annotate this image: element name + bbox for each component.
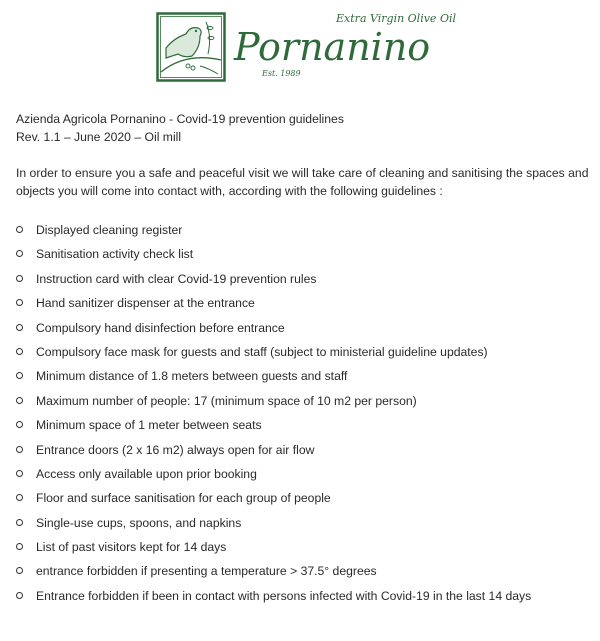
list-item	[16, 246, 591, 270]
list-item-text: Minimum distance of 1.8 meters between guests and staff	[36, 369, 348, 384]
list-item-text: Displayed cleaning register	[36, 223, 183, 237]
circle-bullet-icon	[16, 226, 23, 233]
bird-on-olive-branch-icon	[156, 12, 226, 82]
document-title: Azienda Agricola Pornanino - Covid-19 prevention guidelines	[16, 112, 344, 126]
list-item	[16, 490, 591, 514]
list-item-text: Maximum number of people: 17 (minimum space of 10 m2 per person)	[36, 393, 417, 408]
list-item	[16, 515, 591, 539]
document-header	[16, 110, 591, 200]
list-item	[16, 417, 591, 441]
list-item	[16, 271, 591, 295]
list-item	[16, 344, 591, 368]
list-item-text: Access only available upon prior booking	[36, 466, 257, 481]
list-item	[16, 222, 591, 246]
brand-established: Est. 1989	[262, 69, 301, 78]
list-item	[16, 563, 591, 587]
list-item-text: Floor and surface sanitisation for each group of people	[36, 491, 331, 506]
circle-bullet-icon	[16, 397, 23, 404]
circle-bullet-icon	[16, 421, 23, 428]
circle-bullet-icon	[16, 519, 23, 526]
document-intro: In order to ensure you a safe and peaceful visit we will take care of cleaning and sanitising the spaces and objects you will come into contact with, according with the following guidelines :	[16, 166, 589, 198]
brand-name: Pornanino	[234, 25, 431, 69]
circle-bullet-icon	[16, 275, 23, 282]
list-item-text: Compulsory hand disinfection before entrance	[36, 320, 285, 335]
circle-bullet-icon	[16, 470, 23, 477]
list-item-text: Sanitisation activity check list	[36, 247, 194, 262]
circle-bullet-icon	[16, 348, 23, 355]
circle-bullet-icon	[16, 543, 23, 550]
list-item	[16, 442, 591, 466]
circle-bullet-icon	[16, 494, 23, 501]
brand-text	[234, 12, 456, 79]
list-item-text: Minimum space of 1 meter between seats	[36, 418, 262, 433]
brand-tagline: Extra Virgin Olive Oil	[336, 12, 456, 25]
list-item	[16, 466, 591, 490]
list-item	[16, 295, 591, 319]
list-item	[16, 320, 591, 344]
list-item-text: Single-use cups, spoons, and napkins	[36, 515, 242, 530]
list-item-text: entrance forbidden if presenting a temperature > 37.5° degrees	[36, 564, 377, 579]
circle-bullet-icon	[16, 567, 23, 574]
list-item-text: Compulsory face mask for guests and staff (subject to ministerial guideline updates)	[36, 344, 488, 359]
list-item-text: Hand sanitizer dispenser at the entrance	[36, 296, 255, 311]
list-item	[16, 393, 591, 417]
list-item-text: Entrance doors (2 x 16 m2) always open for air flow	[36, 442, 315, 457]
circle-bullet-icon	[16, 592, 23, 599]
circle-bullet-icon	[16, 446, 23, 453]
list-item-text: List of past visitors kept for 14 days	[36, 540, 227, 555]
list-item-text: Entrance forbidden if been in contact with persons infected with Covid-19 in the last 14 days	[36, 588, 532, 603]
document-revision: Rev. 1.1 – June 2020 – Oil mill	[16, 130, 182, 144]
list-item	[16, 368, 591, 392]
circle-bullet-icon	[16, 250, 23, 257]
list-item-text: Instruction card with clear Covid-19 prevention rules	[36, 271, 317, 286]
circle-bullet-icon	[16, 324, 23, 331]
list-item	[16, 539, 591, 563]
circle-bullet-icon	[16, 372, 23, 379]
list-item	[16, 588, 591, 612]
brand-logo	[156, 12, 456, 88]
guidelines-list	[16, 222, 591, 612]
circle-bullet-icon	[16, 299, 23, 306]
